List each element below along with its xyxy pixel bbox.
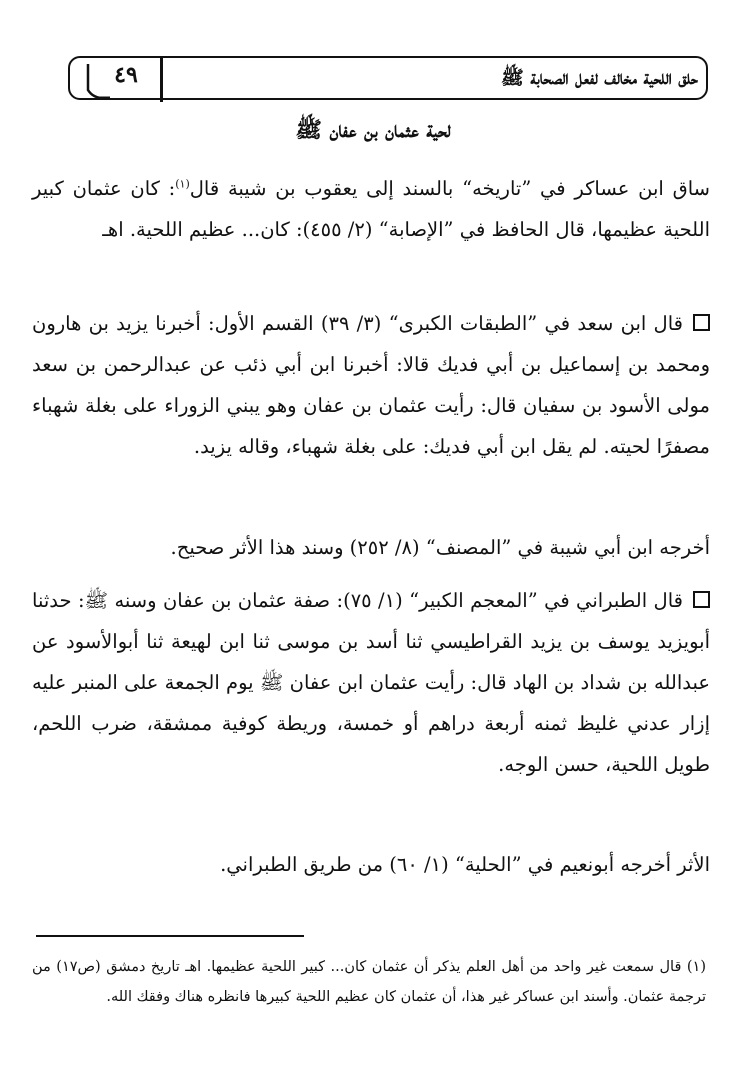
paragraph-text: قال الطبراني في ”المعجم الكبير“ (١/ ٧٥): صفة عثمان بن عفان وسنه ﷺ: حدثنا أبويزيد يوسف بن يزيد القراطيسي ثنا أسد بن موسى ثنا ابن لهيعة ثنا أبوالأسود عن عبدالله بن شداد بن الهاد قال: رأيت عثمان ابن عفان ﷺ يوم الجمعة على المنبر عليه إزار عدني غليظ ثمنه أربعة دراهم أو خمسة، وريطة كوفية ممشقة، ضرب اللحم، طويل اللحية، حسن الوجه. bbox=[32, 589, 710, 776]
paragraph-text: أخرجه ابن أبي شيبة في ”المصنف“ (٨/ ٢٥٢) وسند هذا الأثر صحيح. bbox=[170, 536, 710, 559]
page-number: ٤٩ bbox=[114, 62, 138, 88]
footnote-text: قال سمعت غير واحد من أهل العلم يذكر أن عثمان كان... كبير اللحية عظيمها. اهـ تاريخ دمشق (ص١٧) من ترجمة عثمان. وأسند ابن عساكر غير هذا، أن عثمان كان عظيم اللحية كبيرها فانظره هناك وفقك الله. bbox=[32, 959, 706, 1005]
paragraph-ibn-asakir bbox=[32, 168, 710, 250]
footnote-reference: (١) bbox=[175, 177, 190, 191]
square-bullet-icon bbox=[693, 591, 710, 608]
section-title: لحية عثمان بن عفان ﷺ bbox=[295, 117, 451, 143]
running-header-title: حلق اللحية مخالف لفعل الصحابة ﷺ bbox=[500, 67, 698, 89]
footnote bbox=[32, 952, 706, 1012]
paragraph-ibn-saad bbox=[32, 303, 710, 467]
footnote-marker: (١) bbox=[686, 959, 707, 975]
header-divider bbox=[160, 58, 163, 102]
paragraph-tabarani bbox=[32, 580, 710, 785]
paragraph-abu-nuaym bbox=[32, 844, 710, 885]
square-bullet-icon bbox=[693, 314, 710, 331]
paragraph-ibn-abi-shayba bbox=[32, 527, 710, 568]
paragraph-text: ساق ابن عساكر في ”تاريخه“ بالسند إلى يعقوب بن شيبة قال bbox=[189, 177, 711, 200]
paragraph-text: الأثر أخرجه أبونعيم في ”الحلية“ (١/ ٦٠) من طريق الطبراني. bbox=[220, 853, 710, 876]
paragraph-text: قال ابن سعد في ”الطبقات الكبرى“ (٣/ ٣٩) القسم الأول: أخبرنا يزيد بن هارون ومحمد بن إسماعيل بن أبي فديك قالا: أخبرنا ابن أبي ذئب عن عبدالرحمن بن سعد مولى الأسود بن سفيان قال: رأيت عثمان بن عفان وهو يبني الزوراء على بغلة شهباء مصفرًا لحيته. لم يقل ابن أبي فديك: على بغلة شهباء، وقاله يزيد. bbox=[32, 312, 710, 458]
paragraph-text: : كان عثمان كبير اللحية عظيمها، قال الحافظ في ”الإصابة“ (٢/ ٤٥٥): كان... عظيم اللحية. اهـ bbox=[32, 177, 710, 241]
page-curl-icon bbox=[84, 60, 114, 100]
footnote-divider bbox=[36, 935, 304, 937]
